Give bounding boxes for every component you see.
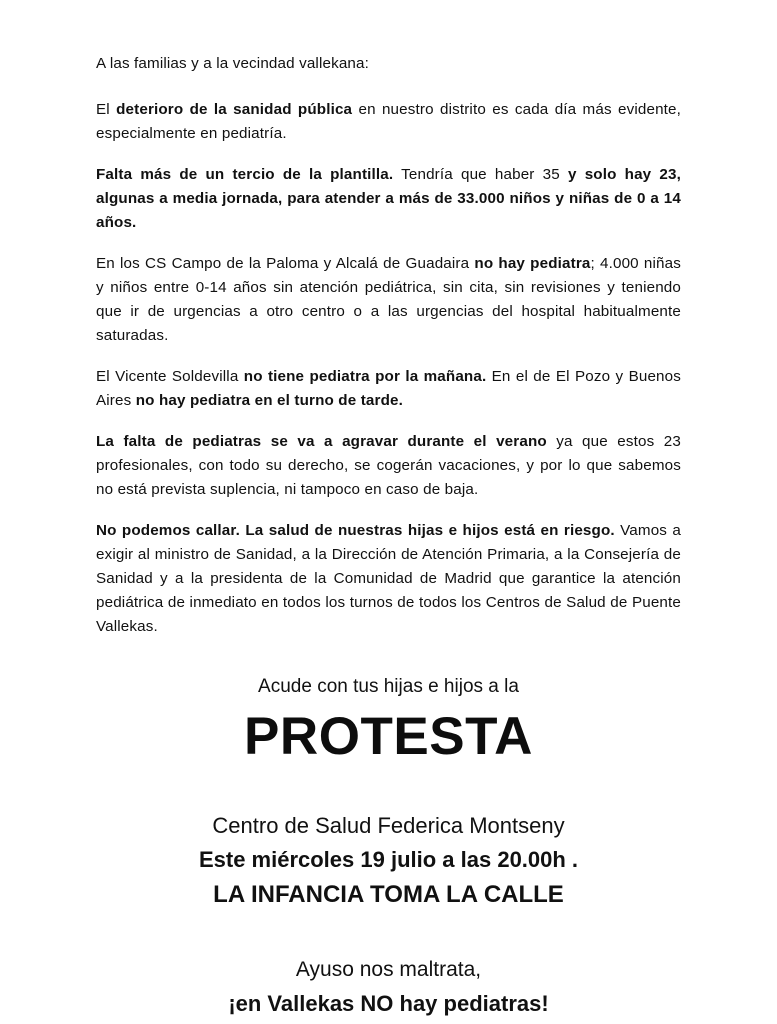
- text-run: El: [96, 101, 117, 119]
- paragraph-plantilla: [96, 163, 681, 235]
- venue-slogan: LA INFANCIA TOMA LA CALLE: [213, 880, 564, 908]
- text-run-bold: no hay pediatra: [474, 255, 591, 273]
- paragraph-exigencia: [96, 519, 681, 639]
- closing-line-one: Ayuso nos maltrata,: [295, 958, 482, 982]
- text-run: En el de El Pozo y Buenos Aires: [96, 368, 681, 410]
- text-run-bold: La falta de pediatras se va a agravar durante el verano: [96, 433, 547, 451]
- salutation: A las familias y a la vecindad vallekana:: [96, 55, 369, 72]
- text-run-bold: No podemos callar. La salud de nuestras hijas e hijos está en riesgo.: [96, 522, 615, 540]
- text-run: en nuestro distrito es cada día más evidente, especialmente en pediatría.: [96, 101, 682, 143]
- text-run: Vamos a exigir al ministro de Sanidad, a la Dirección de Atención Primaria, a la Consejería de Sanidad y a la presidenta de la Comunidad de Madrid que garantice la atención pediátrica de inmediato en todos los turnos de todos los Centros de Salud de Puente Vallekas.: [96, 522, 682, 636]
- text-run-bold: y solo hay 23, algunas a media jornada, para atender a más de 33.000 niños y niñas de 0 a 14 años.: [96, 166, 681, 232]
- venue-place: Centro de Salud Federica Montseny: [212, 812, 565, 838]
- text-run: En los CS Campo de la Paloma y Alcalá de Guadaira: [96, 255, 475, 273]
- text-run: ; 4.000 niñas y niños entre 0-14 años sin atención pediátrica, sin cita, sin revisiones y teniendo que ir de urgencias a otro centro o a las urgencias del hospital habitualmente saturadas.: [96, 255, 681, 345]
- text-run-bold: Falta más de un tercio de la plantilla.: [96, 166, 394, 184]
- closing-line-two: ¡en Vallekas NO hay pediatras!: [228, 990, 549, 1016]
- paragraph-deterioro: [96, 98, 681, 146]
- paragraph-turnos: [96, 365, 681, 413]
- paragraph-centros-sin-pediatra: [96, 252, 681, 348]
- text-run: Tendría que haber 35: [393, 166, 568, 184]
- paragraph-verano: [96, 430, 681, 502]
- text-run: ya que estos 23 profesionales, con todo su derecho, se cogerán vacaciones, y por lo que sabemos no está prevista suplencia, ni tampoco en caso de baja.: [96, 433, 681, 499]
- venue-info: [96, 810, 681, 911]
- call-to-action-headline: PROTESTA: [244, 706, 533, 766]
- venue-datetime: Este miércoles 19 julio a las 20.00h .: [198, 846, 579, 872]
- text-run-bold: no hay pediatra en el turno de tarde.: [135, 392, 403, 410]
- closing-slogans: [96, 955, 681, 1019]
- text-run-bold: deterioro de la sanidad pública: [116, 101, 353, 119]
- call-to-action: [96, 673, 681, 767]
- text-run-bold: no tiene pediatra por la mañana.: [243, 368, 487, 386]
- text-run: El Vicente Soldevilla: [96, 368, 244, 386]
- call-to-action-lead: Acude con tus hijas e hijos a la: [258, 676, 519, 698]
